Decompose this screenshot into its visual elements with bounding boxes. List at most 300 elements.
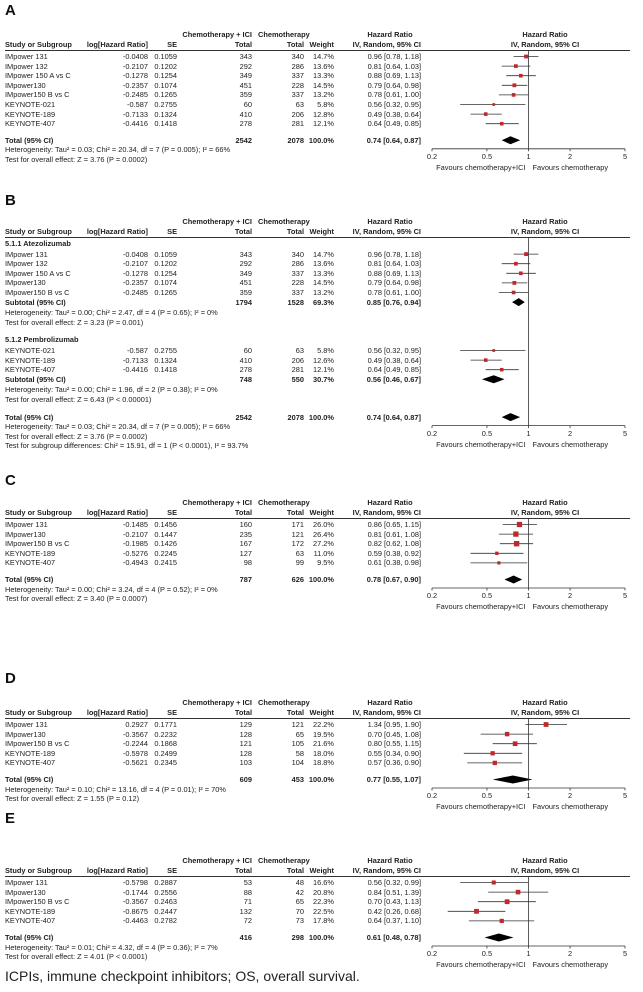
weight-value: 12.8% xyxy=(313,109,334,119)
header-plot-hazard-ratio: Hazard Ratio xyxy=(522,217,568,226)
study-name: IMpower150 B vs C xyxy=(5,739,70,749)
weight-value: 100.0% xyxy=(308,575,334,584)
study-marker xyxy=(505,899,510,904)
loghr-value: -0.3567 xyxy=(122,897,148,907)
header-hazard-ratio: Hazard Ratio xyxy=(367,856,413,865)
hazard-ratio-ci: 0.78 [0.61, 1.00] xyxy=(367,90,421,100)
loghr-value: -0.5798 xyxy=(122,878,148,887)
loghr-value: -0.5276 xyxy=(122,548,148,558)
header-weight: Weight xyxy=(309,866,334,875)
header-ici-total: Total xyxy=(234,40,252,49)
weight-value: 19.5% xyxy=(313,729,334,739)
study-marker xyxy=(492,103,495,106)
loghr-value: -0.2357 xyxy=(122,80,148,90)
ici-total: 278 xyxy=(239,365,252,375)
weight-value: 22.2% xyxy=(313,720,334,729)
x-tick-label: 0.2 xyxy=(426,949,438,958)
statistics-note: Heterogeneity: Tau² = 0.01; Chi² = 4.32, df = 4 (P = 0.36); I² = 7% xyxy=(5,942,218,952)
header-weight: Weight xyxy=(309,708,334,717)
header-ici-total: Total xyxy=(234,708,252,717)
ici-total: 343 xyxy=(239,249,252,259)
x-tick-label: 0.2 xyxy=(426,791,438,800)
header-hazard-ratio: Hazard Ratio xyxy=(367,498,413,507)
chemo-total: 42 xyxy=(295,887,304,897)
weight-value: 13.3% xyxy=(313,268,334,278)
header-chemo-total: Total xyxy=(286,227,304,236)
header-method: IV, Random, 95% CI xyxy=(352,866,421,875)
header-plot-method: IV, Random, 95% CI xyxy=(510,708,580,717)
header-ici-group: Chemotherapy + ICI xyxy=(182,217,252,226)
header-study: Study or Subgroup xyxy=(5,508,72,517)
statistics-note: Heterogeneity: Tau² = 0.00; Chi² = 3.24, df = 4 (P = 0.52); I² = 0% xyxy=(5,584,218,594)
header-chemo-group: Chemotherapy xyxy=(258,30,310,39)
hazard-ratio-ci: 0.64 [0.49, 0.85] xyxy=(367,119,421,129)
loghr-value: -0.587 xyxy=(127,346,148,355)
header-method: IV, Random, 95% CI xyxy=(352,227,421,236)
hazard-ratio-ci: 0.78 [0.61, 1.00] xyxy=(367,288,421,297)
chemo-total: 121 xyxy=(291,720,304,729)
favours-left-label: Favours chemotherapy+ICI xyxy=(436,162,526,172)
loghr-value: -0.3567 xyxy=(122,729,148,739)
panel-label: A xyxy=(5,2,16,19)
loghr-value: -0.8675 xyxy=(122,906,148,916)
header-rule xyxy=(5,518,630,519)
header-ici-total: Total xyxy=(234,508,252,517)
ici-total: 98 xyxy=(243,558,252,568)
se-value: 0.1418 xyxy=(154,365,177,375)
se-value: 0.1265 xyxy=(154,288,177,297)
header-loghr: log[Hazard Ratio] xyxy=(86,40,148,49)
weight-value: 100.0% xyxy=(308,135,334,145)
x-tick-label: 1 xyxy=(526,949,531,958)
study-name: IMpower 132 xyxy=(5,259,48,269)
summary-diamond xyxy=(502,413,520,421)
hazard-ratio-ci: 0.56 [0.32, 0.95] xyxy=(367,100,421,109)
ici-total: 292 xyxy=(239,259,252,269)
loghr-value: 0.2927 xyxy=(125,720,148,729)
study-name: IMpower 131 xyxy=(5,52,48,61)
chemo-total: 58 xyxy=(295,748,304,758)
hazard-ratio-ci: 0.77 [0.55, 1.07] xyxy=(366,775,421,784)
summary-diamond xyxy=(493,776,533,784)
weight-value: 11.0% xyxy=(313,548,334,558)
header-method: IV, Random, 95% CI xyxy=(352,40,421,49)
se-value: 0.2463 xyxy=(154,897,177,907)
header-chemo-total: Total xyxy=(286,866,304,875)
header-plot-hazard-ratio: Hazard Ratio xyxy=(522,498,568,507)
statistics-note: Test for overall effect: Z = 3.23 (P = 0.001) xyxy=(5,317,144,327)
ici-total: 292 xyxy=(239,61,252,71)
header-se: SE xyxy=(167,508,177,517)
ici-total: 451 xyxy=(239,80,252,90)
ici-total: 132 xyxy=(239,906,252,916)
study-name: IMpower 150 A vs C xyxy=(5,268,71,278)
hazard-ratio-ci: 0.59 [0.38, 0.92] xyxy=(367,548,421,558)
forest-plot-graphic xyxy=(0,0,643,1)
chemo-total: 63 xyxy=(295,100,304,109)
study-marker xyxy=(514,541,519,546)
chemo-total: 337 xyxy=(291,288,304,297)
weight-value: 13.2% xyxy=(313,90,334,100)
summary-label: Total (95% CI) xyxy=(5,575,54,584)
header-plot-hazard-ratio: Hazard Ratio xyxy=(522,856,568,865)
subgroup-title: 5.1.2 Pembrolizumab xyxy=(5,335,79,345)
loghr-value: -0.0408 xyxy=(122,52,148,61)
study-marker xyxy=(519,271,523,275)
weight-value: 100.0% xyxy=(308,933,334,942)
hazard-ratio-ci: 0.70 [0.43, 1.13] xyxy=(367,897,421,907)
chemo-total: 298 xyxy=(291,933,304,942)
header-ici-total: Total xyxy=(234,866,252,875)
favours-left-label: Favours chemotherapy+ICI xyxy=(436,960,526,969)
study-marker xyxy=(492,880,496,884)
weight-value: 12.6% xyxy=(313,355,334,365)
study-marker xyxy=(474,909,479,914)
header-study: Study or Subgroup xyxy=(5,708,72,717)
ici-total: 128 xyxy=(239,729,252,739)
header-chemo-group: Chemotherapy xyxy=(258,498,310,507)
ici-total: 129 xyxy=(239,720,252,729)
favours-left-label: Favours chemotherapy+ICI xyxy=(436,802,526,811)
se-value: 0.2782 xyxy=(154,916,177,926)
x-tick-label: 5 xyxy=(622,949,628,958)
summary-label: Total (95% CI) xyxy=(5,412,54,422)
header-hazard-ratio: Hazard Ratio xyxy=(367,30,413,39)
loghr-value: -0.1985 xyxy=(122,539,148,549)
se-value: 0.2887 xyxy=(154,878,177,887)
statistics-note: Heterogeneity: Tau² = 0.00; Chi² = 1.96, df = 2 (P = 0.38); I² = 0% xyxy=(5,385,218,395)
x-tick-label: 0.5 xyxy=(481,151,493,161)
study-marker xyxy=(517,522,522,527)
x-tick-label: 2 xyxy=(567,949,573,958)
study-name: IMpower150 B vs C xyxy=(5,90,70,100)
chemo-total: 63 xyxy=(295,346,304,355)
loghr-value: -0.2107 xyxy=(122,259,148,269)
forest-plot-graphic xyxy=(0,190,643,191)
study-marker xyxy=(524,252,528,256)
chemo-total: 121 xyxy=(291,529,304,539)
chemo-total: 73 xyxy=(295,916,304,926)
chemo-total: 453 xyxy=(291,775,304,784)
weight-value: 18.8% xyxy=(313,758,334,768)
header-method: IV, Random, 95% CI xyxy=(352,508,421,517)
ici-total: 349 xyxy=(239,268,252,278)
statistics-note: Test for overall effect: Z = 3.76 (P = 0.0002) xyxy=(5,431,148,441)
ici-total: 609 xyxy=(239,775,252,784)
weight-value: 14.7% xyxy=(313,52,334,61)
study-name: KEYNOTE-407 xyxy=(5,119,56,129)
weight-value: 26.0% xyxy=(313,520,334,529)
chemo-total: 281 xyxy=(291,119,304,129)
chemo-total: 281 xyxy=(291,365,304,375)
statistics-note: Heterogeneity: Tau² = 0.03; Chi² = 20.34, df = 7 (P = 0.005); I² = 66% xyxy=(5,145,231,155)
chemo-total: 171 xyxy=(291,520,304,529)
ici-total: 71 xyxy=(243,897,252,907)
chemo-total: 228 xyxy=(291,278,304,288)
x-tick-label: 1 xyxy=(526,151,531,161)
chemo-total: 626 xyxy=(291,575,304,584)
ici-total: 121 xyxy=(239,739,252,749)
header-rule xyxy=(5,876,630,877)
header-method: IV, Random, 95% CI xyxy=(352,708,421,717)
header-weight: Weight xyxy=(309,227,334,236)
loghr-value: -0.2107 xyxy=(122,61,148,71)
hazard-ratio-ci: 0.64 [0.37, 1.10] xyxy=(367,916,421,926)
study-marker xyxy=(513,531,518,536)
ici-total: 278 xyxy=(239,119,252,129)
chemo-total: 104 xyxy=(291,758,304,768)
chemo-total: 65 xyxy=(295,897,304,907)
weight-value: 26.4% xyxy=(313,529,334,539)
study-marker xyxy=(519,74,523,78)
study-name: KEYNOTE-189 xyxy=(5,109,56,119)
hazard-ratio-ci: 0.80 [0.55, 1.15] xyxy=(367,739,421,749)
weight-value: 100.0% xyxy=(308,412,334,422)
hazard-ratio-ci: 0.64 [0.49, 0.85] xyxy=(367,365,421,375)
statistics-note: Test for subgroup differences: Chi² = 15.91, df = 1 (P < 0.0001), I² = 93.7% xyxy=(5,441,249,451)
statistics-note: Heterogeneity: Tau² = 0.00; Chi² = 2.47, df = 4 (P = 0.65); I² = 0% xyxy=(5,308,218,318)
se-value: 0.2499 xyxy=(154,748,177,758)
loghr-value: -0.4463 xyxy=(122,916,148,926)
header-weight: Weight xyxy=(309,40,334,49)
loghr-value: -0.5978 xyxy=(122,748,148,758)
summary-label: Subtotal (95% CI) xyxy=(5,297,66,307)
study-name: IMpower130 xyxy=(5,80,46,90)
favours-left-label: Favours chemotherapy+ICI xyxy=(436,439,526,449)
weight-value: 18.0% xyxy=(313,748,334,758)
study-name: IMpower130 xyxy=(5,278,46,288)
loghr-value: -0.1278 xyxy=(122,71,148,81)
ici-total: 160 xyxy=(239,520,252,529)
chemo-total: 105 xyxy=(291,739,304,749)
study-marker xyxy=(484,112,488,116)
summary-diamond xyxy=(504,576,522,584)
ici-total: 88 xyxy=(243,887,252,897)
se-value: 0.1426 xyxy=(154,539,177,549)
x-tick-label: 2 xyxy=(567,428,573,438)
ici-total: 1794 xyxy=(235,297,252,307)
chemo-total: 63 xyxy=(295,548,304,558)
chemo-total: 1528 xyxy=(287,297,304,307)
se-value: 0.1074 xyxy=(154,80,177,90)
favours-left-label: Favours chemotherapy+ICI xyxy=(436,602,526,611)
chemo-total: 206 xyxy=(291,355,304,365)
se-value: 0.1074 xyxy=(154,278,177,288)
hazard-ratio-ci: 0.61 [0.38, 0.98] xyxy=(367,558,421,568)
hazard-ratio-ci: 0.79 [0.64, 0.98] xyxy=(367,278,421,288)
favours-right-label: Favours chemotherapy xyxy=(532,960,609,969)
study-marker xyxy=(492,349,495,352)
header-plot-method: IV, Random, 95% CI xyxy=(510,508,580,517)
header-rule xyxy=(5,50,630,51)
study-name: KEYNOTE-021 xyxy=(5,100,56,109)
favours-right-label: Favours chemotherapy xyxy=(532,162,609,172)
study-marker xyxy=(512,291,516,295)
weight-value: 14.5% xyxy=(313,278,334,288)
study-name: KEYNOTE-021 xyxy=(5,346,56,355)
summary-diamond xyxy=(512,298,525,306)
loghr-value: -0.4416 xyxy=(122,365,148,375)
header-chemo-total: Total xyxy=(286,708,304,717)
panel-label: D xyxy=(5,670,16,687)
x-tick-label: 5 xyxy=(622,428,628,438)
study-marker xyxy=(516,890,521,895)
study-marker xyxy=(524,55,528,59)
panel-label: B xyxy=(5,192,16,209)
header-ici-total: Total xyxy=(234,227,252,236)
ici-total: 60 xyxy=(243,100,252,109)
hazard-ratio-ci: 0.82 [0.62, 1.08] xyxy=(367,539,421,549)
hazard-ratio-ci: 0.79 [0.64, 0.98] xyxy=(367,80,421,90)
hazard-ratio-ci: 0.74 [0.64, 0.87] xyxy=(366,135,421,145)
hazard-ratio-ci: 0.81 [0.61, 1.08] xyxy=(367,529,421,539)
header-study: Study or Subgroup xyxy=(5,40,72,49)
weight-value: 27.2% xyxy=(313,539,334,549)
study-name: KEYNOTE-189 xyxy=(5,906,56,916)
weight-value: 5.8% xyxy=(317,100,334,109)
se-value: 0.1059 xyxy=(154,52,177,61)
chemo-total: 2078 xyxy=(287,412,304,422)
hazard-ratio-ci: 0.55 [0.34, 0.90] xyxy=(367,748,421,758)
summary-diamond xyxy=(482,375,505,383)
summary-label: Subtotal (95% CI) xyxy=(5,374,66,384)
weight-value: 12.1% xyxy=(313,119,334,129)
favours-right-label: Favours chemotherapy xyxy=(532,439,609,449)
x-tick-label: 1 xyxy=(526,791,531,800)
summary-label: Total (95% CI) xyxy=(5,135,54,145)
ici-total: 127 xyxy=(239,548,252,558)
se-value: 0.1868 xyxy=(154,739,177,749)
study-name: IMpower 131 xyxy=(5,520,48,529)
summary-diamond xyxy=(484,934,513,942)
hazard-ratio-ci: 0.85 [0.76, 0.94] xyxy=(366,297,421,307)
x-tick-label: 2 xyxy=(567,151,573,161)
header-se: SE xyxy=(167,227,177,236)
statistics-note: Test for overall effect: Z = 6.43 (P < 0.00001) xyxy=(5,395,152,404)
study-name: KEYNOTE-189 xyxy=(5,548,56,558)
chemo-total: 206 xyxy=(291,109,304,119)
x-tick-label: 5 xyxy=(622,591,628,600)
study-name: IMpower130 xyxy=(5,729,46,739)
weight-value: 21.6% xyxy=(313,739,334,749)
header-loghr: log[Hazard Ratio] xyxy=(86,866,148,875)
statistics-note: Test for overall effect: Z = 3.76 (P = 0.0002) xyxy=(5,155,148,164)
weight-value: 20.8% xyxy=(313,887,334,897)
se-value: 0.1324 xyxy=(154,109,177,119)
x-tick-label: 0.2 xyxy=(426,151,438,161)
hazard-ratio-ci: 0.49 [0.38, 0.64] xyxy=(367,355,421,365)
loghr-value: -0.587 xyxy=(127,100,148,109)
x-tick-label: 0.2 xyxy=(426,428,438,438)
loghr-value: -0.1744 xyxy=(122,887,148,897)
chemo-total: 337 xyxy=(291,90,304,100)
study-marker xyxy=(505,732,509,736)
hazard-ratio-ci: 0.56 [0.46, 0.67] xyxy=(366,374,421,384)
weight-value: 13.2% xyxy=(313,288,334,297)
study-marker xyxy=(484,358,488,362)
se-value: 0.2447 xyxy=(154,906,177,916)
study-name: KEYNOTE-407 xyxy=(5,365,56,375)
header-chemo-group: Chemotherapy xyxy=(258,217,310,226)
weight-value: 22.3% xyxy=(313,897,334,907)
se-value: 0.2556 xyxy=(154,887,177,897)
header-chemo-total: Total xyxy=(286,508,304,517)
statistics-note: Test for overall effect: Z = 1.55 (P = 0.12) xyxy=(5,794,140,804)
study-marker xyxy=(495,552,498,555)
chemo-total: 337 xyxy=(291,268,304,278)
forest-plot-graphic xyxy=(0,470,643,471)
study-marker xyxy=(491,751,495,755)
se-value: 0.1771 xyxy=(154,720,177,729)
chemo-total: 2078 xyxy=(287,135,304,145)
chemo-total: 286 xyxy=(291,61,304,71)
loghr-value: -0.1485 xyxy=(122,520,148,529)
loghr-value: -0.1278 xyxy=(122,268,148,278)
study-marker xyxy=(512,83,516,87)
header-rule xyxy=(5,718,630,719)
x-tick-label: 2 xyxy=(567,591,573,600)
header-ici-group: Chemotherapy + ICI xyxy=(182,856,252,865)
study-marker xyxy=(500,122,504,126)
ici-total: 748 xyxy=(239,374,252,384)
study-name: KEYNOTE-407 xyxy=(5,916,56,926)
study-name: IMpower130 xyxy=(5,529,46,539)
header-ici-group: Chemotherapy + ICI xyxy=(182,498,252,507)
x-tick-label: 0.5 xyxy=(481,791,493,800)
ici-total: 2542 xyxy=(235,412,252,422)
header-se: SE xyxy=(167,866,177,875)
header-ici-group: Chemotherapy + ICI xyxy=(182,698,252,707)
study-name: IMpower 132 xyxy=(5,61,48,71)
hazard-ratio-ci: 0.96 [0.78, 1.18] xyxy=(367,249,421,259)
ici-total: 451 xyxy=(239,278,252,288)
study-name: IMpower 131 xyxy=(5,249,48,259)
weight-value: 13.6% xyxy=(313,61,334,71)
hazard-ratio-ci: 0.81 [0.64, 1.03] xyxy=(367,61,421,71)
weight-value: 12.1% xyxy=(313,365,334,375)
hazard-ratio-ci: 0.42 [0.26, 0.68] xyxy=(367,906,421,916)
chemo-total: 337 xyxy=(291,71,304,81)
weight-value: 69.3% xyxy=(313,297,334,307)
study-marker xyxy=(512,281,516,285)
x-tick-label: 0.2 xyxy=(426,591,438,600)
panel-label: C xyxy=(5,472,16,489)
chemo-total: 286 xyxy=(291,259,304,269)
x-tick-label: 1 xyxy=(526,428,531,438)
hazard-ratio-ci: 0.57 [0.36, 0.90] xyxy=(367,758,421,768)
study-marker xyxy=(513,741,518,746)
chemo-total: 48 xyxy=(295,878,304,887)
ici-total: 349 xyxy=(239,71,252,81)
favours-right-label: Favours chemotherapy xyxy=(532,802,609,811)
study-marker xyxy=(493,761,497,765)
study-name: KEYNOTE-407 xyxy=(5,558,56,568)
hazard-ratio-ci: 0.56 [0.32, 0.99] xyxy=(367,878,421,887)
header-loghr: log[Hazard Ratio] xyxy=(86,227,148,236)
study-name: KEYNOTE-407 xyxy=(5,758,56,768)
summary-label: Total (95% CI) xyxy=(5,933,54,942)
favours-right-label: Favours chemotherapy xyxy=(532,602,609,611)
study-name: IMpower 150 A vs C xyxy=(5,71,71,81)
study-marker xyxy=(512,93,516,97)
ici-total: 53 xyxy=(243,878,252,887)
header-study: Study or Subgroup xyxy=(5,866,72,875)
study-marker xyxy=(500,368,504,372)
study-name: IMpower130 xyxy=(5,887,46,897)
se-value: 0.2345 xyxy=(154,758,177,768)
hazard-ratio-ci: 0.61 [0.48, 0.78] xyxy=(366,933,421,942)
header-weight: Weight xyxy=(309,508,334,517)
